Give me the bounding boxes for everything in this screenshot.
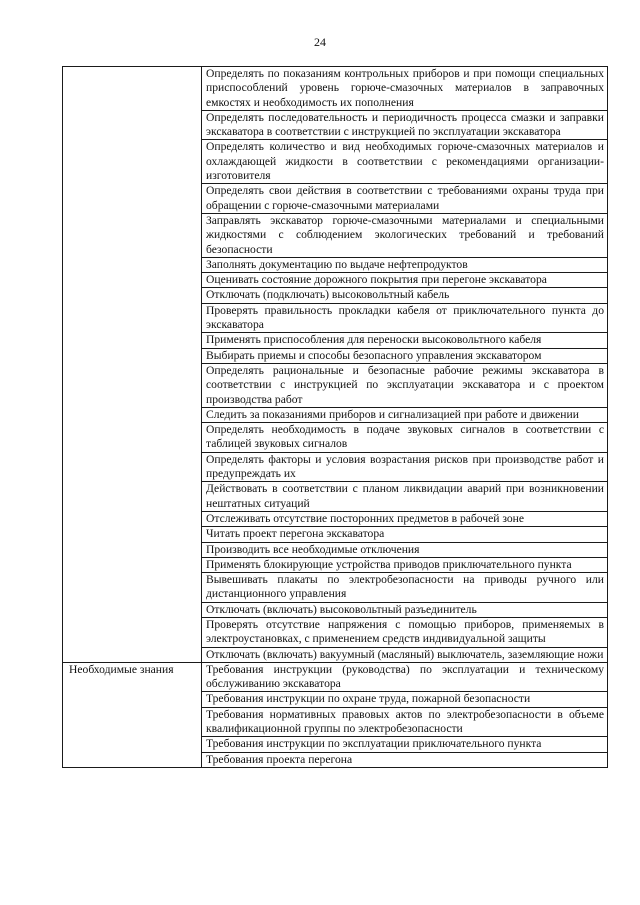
requirement-cell: Оценивать состояние дорожного покрытия при перегоне экскаватора: [202, 273, 608, 288]
requirement-cell: Определять свои действия в соответствии с требованиями охраны труда при обращении с горюче-смазочными материалами: [202, 184, 608, 214]
competency-table-body: [63, 67, 608, 768]
requirement-cell: Применять блокирующие устройства приводов приключательного пункта: [202, 557, 608, 572]
requirement-cell: Проверять отсутствие напряжения с помощью приборов, применяемых в электроустановках, с применением средств индивидуальной защиты: [202, 617, 608, 647]
requirement-cell: Определять последовательность и периодичность процесса смазки и заправки экскаватора в соответствии с инструкцией по эксплуатации экскаватора: [202, 110, 608, 140]
requirement-cell: Требования нормативных правовых актов по электробезопасности в объеме квалификационной группы по электробезопасности: [202, 707, 608, 737]
competency-table: [62, 66, 608, 768]
table-row: [63, 67, 608, 111]
page-number: 24: [314, 35, 326, 49]
requirement-cell: Следить за показаниями приборов и сигнализацией при работе и движении: [202, 407, 608, 422]
requirement-cell: Заправлять экскаватор горюче-смазочными материалами и специальными жидкостями с соблюдением экологических требований и требований безопасности: [202, 213, 608, 257]
requirement-cell: Заполнять документацию по выдаче нефтепродуктов: [202, 257, 608, 272]
requirement-cell: Применять приспособления для переноски высоковольтного кабеля: [202, 333, 608, 348]
section-label: [63, 67, 202, 663]
requirement-cell: Требования инструкции по охране труда, пожарной безопасности: [202, 692, 608, 707]
requirement-cell: Отключать (включать) вакуумный (масляный) выключатель, заземляющие ножи: [202, 647, 608, 662]
requirement-cell: Определять количество и вид необходимых горюче-смазочных материалов и охлаждающей жидкости в соответствии с рекомендациями организации-изготовителя: [202, 140, 608, 184]
table-row: [63, 662, 608, 692]
requirement-cell: Отключать (подключать) высоковольтный кабель: [202, 288, 608, 303]
requirement-cell: Отключать (включать) высоковольтный разъединитель: [202, 602, 608, 617]
requirement-cell: Определять рациональные и безопасные рабочие режимы экскаватора в соответствии с инструкцией по эксплуатации экскаватора и с проектом производства работ: [202, 363, 608, 407]
requirement-cell: Читать проект перегона экскаватора: [202, 527, 608, 542]
requirement-cell: Требования проекта перегона: [202, 752, 608, 767]
section-label: Необходимые знания: [63, 662, 202, 767]
requirement-cell: Действовать в соответствии с планом ликвидации аварий при возникновении нештатных ситуаций: [202, 482, 608, 512]
requirement-cell: Производить все необходимые отключения: [202, 542, 608, 557]
requirement-cell: Требования инструкции (руководства) по эксплуатации и техническому обслуживанию экскаватора: [202, 662, 608, 692]
requirement-cell: Определять факторы и условия возрастания рисков при производстве работ и предупреждать их: [202, 452, 608, 482]
requirement-cell: Определять необходимость в подаче звуковых сигналов в соответствии с таблицей звуковых сигналов: [202, 423, 608, 453]
requirement-cell: Отслеживать отсутствие посторонних предметов в рабочей зоне: [202, 511, 608, 526]
requirement-cell: Проверять правильность прокладки кабеля от приключательного пункта до экскаватора: [202, 303, 608, 333]
requirement-cell: Определять по показаниям контрольных приборов и при помощи специальных приспособлений уровень горюче-смазочных материалов в заправочных емкостях и необходимость их пополнения: [202, 67, 608, 111]
requirement-cell: Вывешивать плакаты по электробезопасности на приводы ручного или дистанционного управления: [202, 573, 608, 603]
requirement-cell: Выбирать приемы и способы безопасного управления экскаватором: [202, 348, 608, 363]
requirement-cell: Требования инструкции по эксплуатации приключательного пункта: [202, 737, 608, 752]
